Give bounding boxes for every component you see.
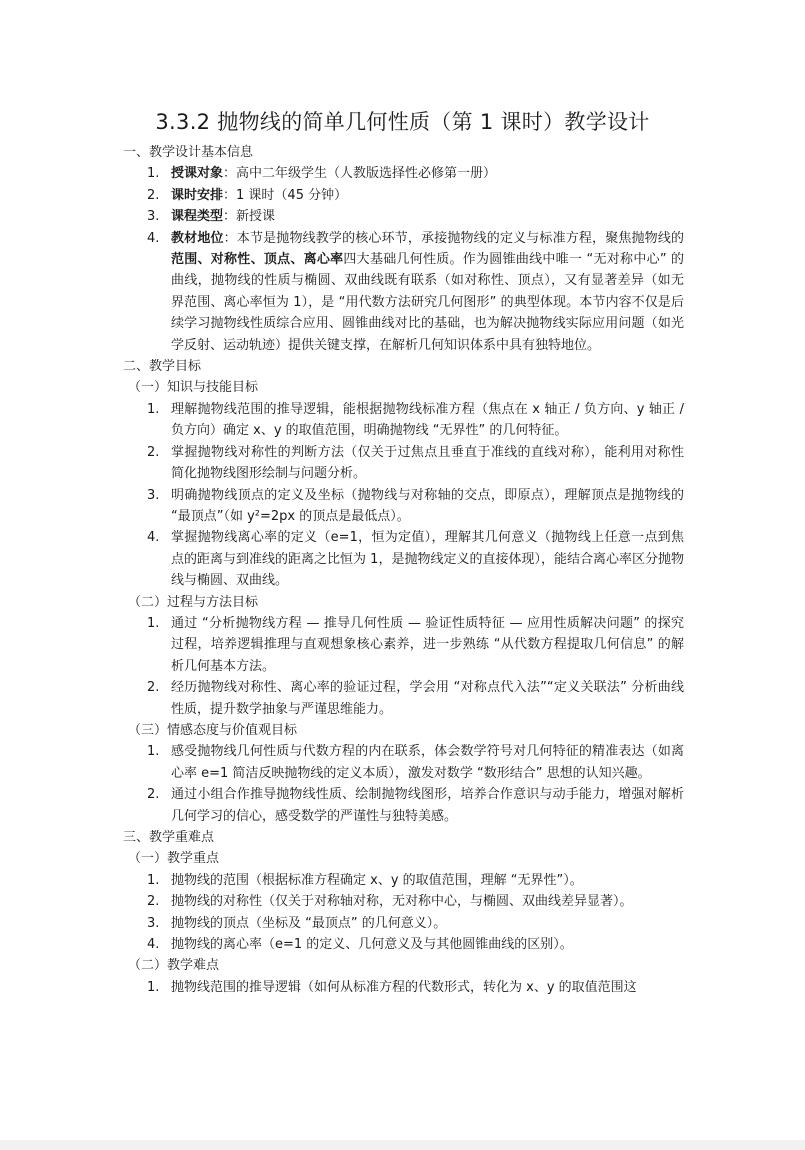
item-text: 抛物线的顶点（坐标及 “最顶点” 的几何意义）。 [171,915,447,931]
item-label: 课程类型 [171,209,224,225]
item-text: 掌握抛物线离心率的定义（e=1，恒为定值），理解其几何意义（抛物线上任意一点到焦点的距离与到准线的距离之比恒为 1，是抛物线定义的直接体现），能结合离心率区分抛物线与椭圆、双曲线。 [171,530,684,589]
list-number: 1. [147,979,160,995]
list-number: 1. [147,401,160,417]
item-text: 理解抛物线范围的推导逻辑，能根据抛物线标准方程（焦点在 x 轴正 / 负方向、y 轴正 / 负方向）确定 x、y 的取值范围，明确抛物线 “无界性” 的几何特征。 [171,401,684,439]
section-heading: 二、教学目标 [123,359,202,375]
list-item [147,399,684,442]
item-text: 抛物线的离心率（e=1 的定义、几何意义及与其他圆锥曲线的区别）。 [171,937,573,953]
list-item [147,934,684,955]
item-text: 抛物线的范围（根据标准方程确定 x、y 的取值范围，理解 “无界性”）。 [171,872,583,888]
section-heading: 三、教学重难点 [123,830,215,845]
list-number: 4. [147,230,160,246]
list-number: 1. [147,744,160,760]
list-item [147,891,684,912]
list-item: 3. 课程类型：新授课 [147,206,684,227]
list-number: 3. [147,915,160,931]
list-number: 1. [147,615,160,631]
item-highlight: 范围、对称性、顶点、离心率 [171,252,344,268]
item-text: 明确抛物线顶点的定义及坐标（抛物线与对称轴的交点，即原点），理解顶点是抛物线的 “最顶点”（如 y²=2px 的顶点是最低点）。 [171,487,684,524]
item-text: 高中二年级学生（人教版选择性必修第一册） [236,166,497,182]
subsection-heading: （二）过程与方法目标 [128,594,259,610]
section-heading: 一、教学设计基本信息 [123,145,254,160]
subsection-heading: （一）教学重点 [128,851,220,867]
item-text: 四大基础几何性质。作为圆锥曲线中唯一 “无对称中心” 的曲线，抛物线的性质与椭圆、双曲线既有联系（如对称性、顶点），又有显著差异（如无界范围、离心率恒为 1），是 “用代数方法研究几何图形” 的典型体现。本节内容不仅是后续学习抛物线性质综合应用、圆锥曲线对比的基础，也为解决抛物线实际应用问题（如光学反射、运动轨迹）提供关键支撑，在解析几何知识体系中具有独特地位。 [171,252,684,353]
list-item [147,913,684,934]
list-number: 1. [147,166,160,182]
document-title: 3.3.2 抛物线的简单几何性质（第 1 课时）教学设计 [155,110,650,134]
item-text: 通过 “分析抛物线方程 — 推导几何性质 — 验证性质特征 — 应用性质解决问题” 的探究过程，培养逻辑推理与直观想象核心素养，进一步熟练 “从代数方程提取几何信息” 的解析几何基本方法。 [171,615,684,674]
item-label: 课时安排 [171,187,224,203]
subsection-heading: （一）知识与技能目标 [128,380,259,396]
item-text: 新授课 [236,209,276,225]
list-number: 1. [147,872,160,888]
list-number: 2. [147,444,160,460]
subsection-heading: （二）教学难点 [128,958,220,974]
list-item: 4. 教材地位：本节是抛物线教学的核心环节，承接抛物线的定义与标准方程，聚焦抛物线的范围、对称性、顶点、离心率四大基础几何性质。作为圆锥曲线中唯一 “无对称中心” 的曲线，抛物线的性质与椭圆、双曲线既有联系（如对称性、顶点），又有显著差异（如无界范围、离心率恒为 1），是 “用代数方法研究几何图形” 的典型体现。本节内容不仅是后续学习抛物线性质综合应用、圆锥曲线对比的基础，也为解决抛物线实际应用问题（如光学反射、运动轨迹）提供关键支撑，在解析几何知识体系中具有独特地位。 [147,228,684,356]
list-item [147,741,684,784]
item-text: 抛物线的对称性（仅关于对称轴对称，无对称中心，与椭圆、双曲线差异显著）。 [171,894,633,910]
document-body [0,142,805,998]
list-item: 2. 课时安排：1 课时（45 分钟） [147,185,684,206]
list-item [147,485,684,528]
item-text: 经历抛物线对称性、离心率的验证过程，学会用 “对称点代入法”“定义关联法” 分析曲线性质，提升数学抽象与严谨思维能力。 [171,680,684,717]
list-number: 4. [147,530,160,546]
page-bottom-border [0,1140,805,1150]
item-text: 感受抛物线几何性质与代数方程的内在联系，体会数学符号对几何特征的精准表达（如离心率 e=1 简洁反映抛物线的定义本质），激发对数学 “数形结合” 思想的认知兴趣。 [171,744,684,781]
item-text: 通过小组合作推导抛物线性质、绘制抛物线图形，培养合作意识与动手能力，增强对解析几何学习的信心，感受数学的严谨性与独特美感。 [171,787,684,824]
item-text: 抛物线范围的推导逻辑（如何从标准方程的代数形式，转化为 x、y 的取值范围这 [171,979,637,995]
list-item [147,870,684,891]
list-number: 3. [147,487,160,503]
list-item [147,977,684,998]
subsection-heading: （三）情感态度与价值观目标 [128,722,298,738]
list-number: 2. [147,787,160,803]
list-number: 3. [147,209,160,225]
item-text: 掌握抛物线对称性的判断方法（仅关于过焦点且垂直于准线的直线对称），能利用对称性简化抛物线图形绘制与问题分析。 [171,444,684,482]
list-item [147,442,684,485]
list-item: 1. 授课对象：高中二年级学生（人教版选择性必修第一册） [147,163,684,184]
list-number: 4. [147,937,160,953]
list-item [147,527,684,591]
list-number: 2. [147,680,160,696]
list-number: 2. [147,187,160,203]
item-text: 1 课时（45 分钟） [236,187,348,203]
list-number: 2. [147,894,160,910]
list-item [147,677,684,720]
item-label: 授课对象 [171,166,224,182]
list-item [147,784,684,827]
item-label: 教材地位 [171,230,224,246]
item-text: 本节是抛物线教学的核心环节，承接抛物线的定义与标准方程，聚焦抛物线的 [236,230,684,246]
list-item [147,613,684,677]
